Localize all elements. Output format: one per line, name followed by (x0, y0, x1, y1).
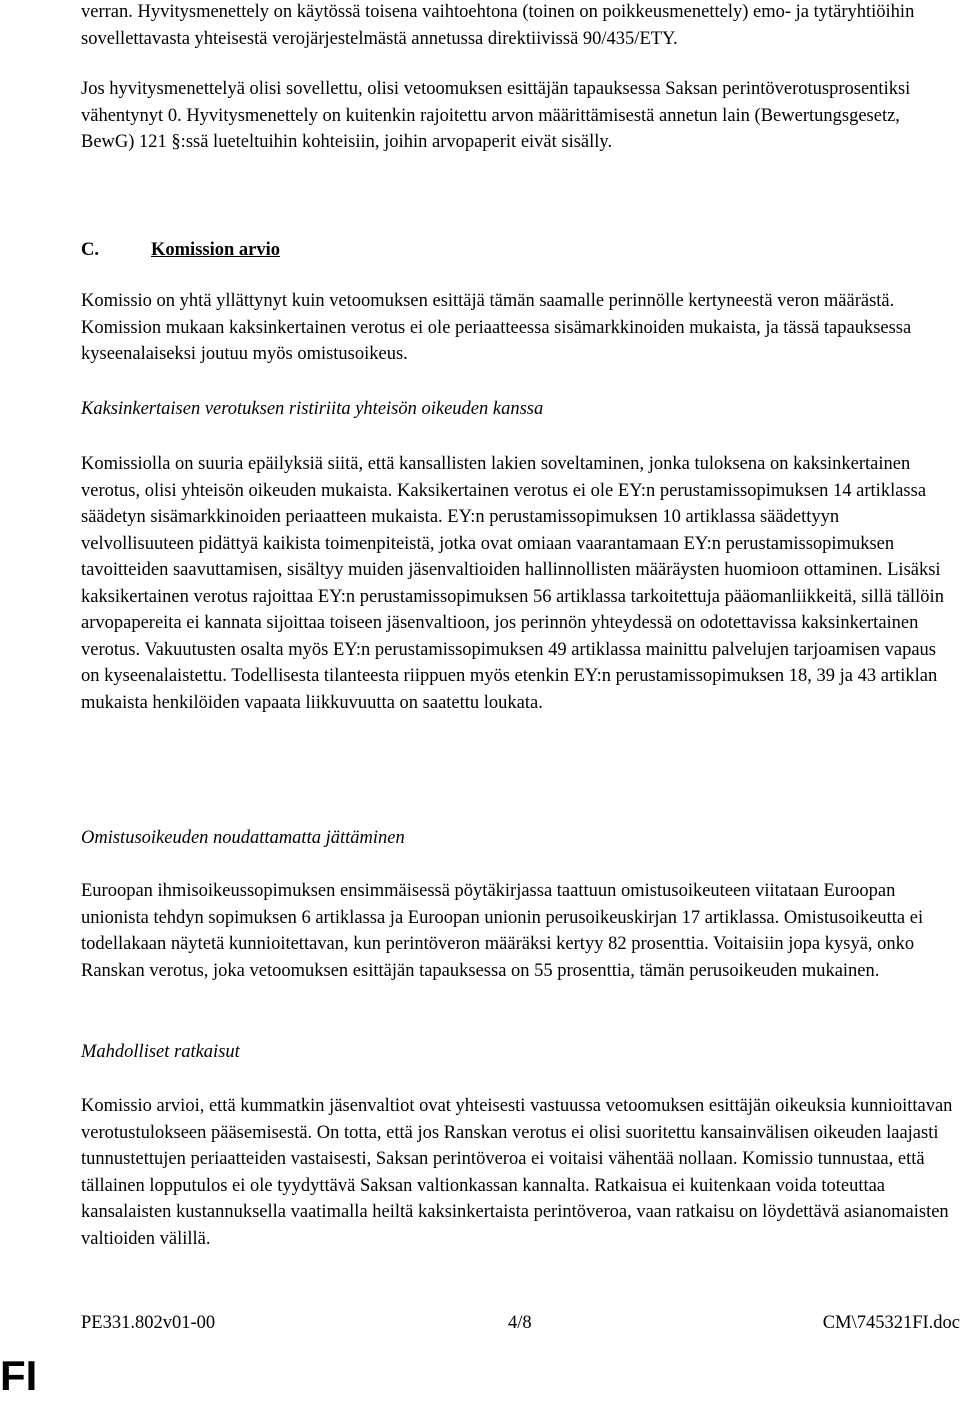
language-code: FI (0, 1352, 38, 1399)
section-heading (81, 237, 280, 264)
paragraph-omistusoikeus: Euroopan ihmisoikeussopimuksen ensimmäisessä pöytäkirjassa taattuun omistusoikeuteen viitataan Euroopan unionista tehdyn sopimuksen 6 artiklassa ja Euroopan unionin perusoikeuskirjan 17 artiklassa. Omistusoikeutta ei todellakaan näytetä kunnioitettavan, kun perintöveron määräksi kertyy 82 prosenttia. Voitaisiin jopa kysyä, onko Ranskan verotus, joka vetoomuksen esittäjän tapauksessa on 55 prosenttia, tämän perusoikeuden mukainen. (81, 881, 924, 981)
footer-document-name: CM\745321FI.doc (822, 1313, 960, 1333)
section-title: Komission arvio (151, 240, 280, 260)
subheading-ratkaisut: Mahdolliset ratkaisut (81, 1042, 240, 1062)
paragraph-direktiivi: verran. Hyvitysmenettely on käytössä toisena vaihtoehtona (toinen on poikkeusmenettely) emo- ja tytäryhtiöihin sovellettavasta yhteisestä verojärjestelmästä annetussa direktiivissä 90/435/ETY. (81, 2, 915, 49)
paragraph-ratkaisut: Komissio arvioi, että kummatkin jäsenvaltiot ovat yhteisesti vastuussa vetoomuksen esittäjän oikeuksia kunnioittavan verotustulokseen pääsemisestä. On totta, että jos Ranskan verotus ei olisi suoritettu kansainvälisen oikeuden laajasti tunnustettujen periaatteiden vastaisesti, Saksan perintöveroa ei voitaisi vähentää nollaan. Komissio tunnustaa, että tällainen lopputulos ei ole tyydyttävä Saksan valtionkassan kannalta. Ratkaisua ei kuitenkaan voida toteuttaa kansalaisten kustannuksella vaatimalla heiltä kaksinkertaista perintöveroa, vaan ratkaisu on löydettävä asianomaisten valtioiden välillä. (81, 1096, 953, 1249)
paragraph-ristiriita: Komissiolla on suuria epäilyksiä siitä, että kansallisten lakien soveltaminen, jonka tuloksena on kaksinkertainen verotus, olisi yhteisön oikeuden mukaista. Kaksikertainen verotus ei ole EY:n perustamissopimuksen 14 artiklassa säädetyn sisämarkkinoiden periaatteen mukaista. EY:n perustamissopimuksen 10 artiklassa säädettyyn velvollisuuteen pidättyä kaikista toimenpiteistä, jotka ovat omiaan vaarantamaan EY:n perustamissopimuksen tavoitteiden saavuttamisen, sisältyy muiden jäsenvaltioiden hallinnollisten määräysten huomioon ottaminen. Lisäksi kaksikertainen verotus rajoittaa EY:n perustamissopimuksen 56 artiklassa tarkoitettuja pääomanliikkeitä, sillä tällöin arvopapereita ei kannata sijoittaa toiseen jäsenvaltioon, jos perinnön yhteydessä on odotettavissa kaksinkertainen verotus. Vakuutusten osalta myös EY:n perustamissopimuksen 49 artiklassa mainittu palvelujen tarjoamisen vapaus on kyseenalaistettu. Todellisesta tilanteesta riippuen myös etenkin EY:n perustamissopimuksen 18, 39 ja 43 artiklan mukaista henkilöiden vapaata liikkuvuutta on saatettu loukata. (81, 454, 944, 713)
footer-page-number: 4/8 (508, 1313, 532, 1333)
subheading-ristiriita: Kaksinkertaisen verotuksen ristiriita yhteisön oikeuden kanssa (81, 399, 544, 419)
page-footer (81, 1310, 960, 1338)
paragraph-komission-arvio: Komissio on yhtä yllättynyt kuin vetoomuksen esittäjä tämän saamalle perinnölle kertyneestä veron määrästä. Komission mukaan kaksinkertainen verotus ei ole periaatteessa sisämarkkinoiden mukaista, ja tässä tapauksessa kyseenalaiseksi joutuu myös omistusoikeus. (81, 291, 912, 364)
section-letter: C. (81, 240, 99, 260)
subheading-omistusoikeus: Omistusoikeuden noudattamatta jättäminen (81, 828, 405, 848)
footer-reference: PE331.802v01-00 (81, 1313, 216, 1333)
paragraph-hyvitysmenettely: Jos hyvitysmenettelyä olisi sovellettu, olisi vetoomuksen esittäjän tapauksessa Saksan perintöverotusprosentiksi vähentynyt 0. Hyvitysmenettely on kuitenkin rajoitettu arvon määrittämisestä annetun lain (Bewertungsgesetz, BewG) 121 §:ssä lueteltuihin kohteisiin, joihin arvopaperit eivät sisälly. (81, 79, 911, 152)
